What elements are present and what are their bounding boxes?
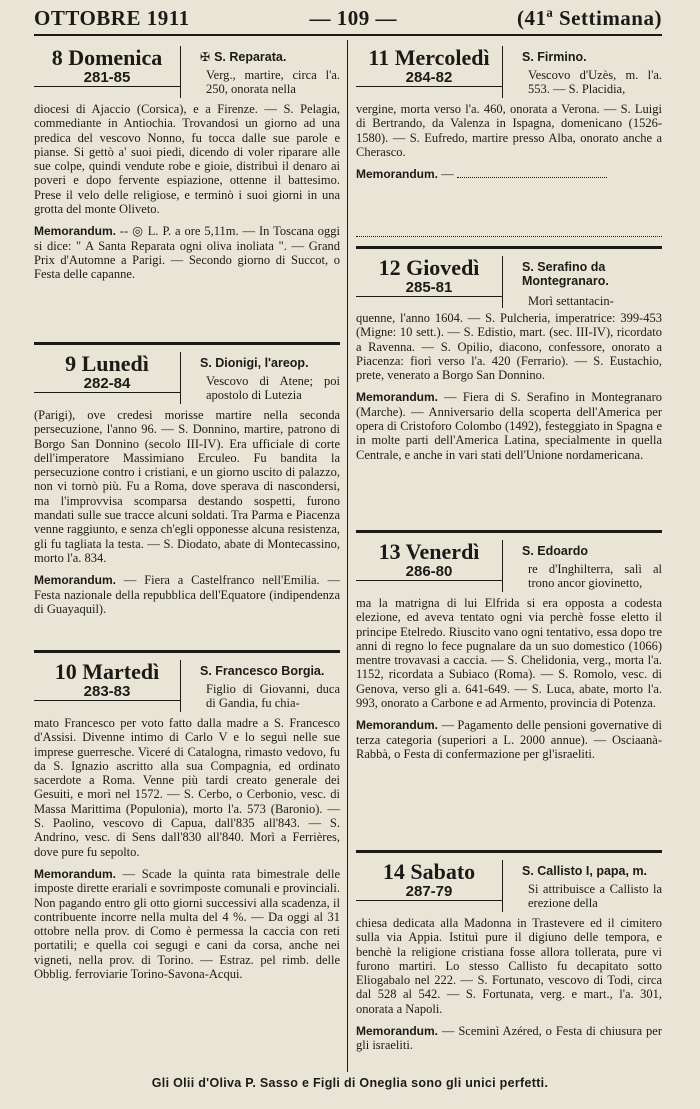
lead-text: Verg., martire, circa l'a. 250, onorata nella [206, 68, 340, 96]
lead-text: Vescovo di Atene; poi apostolo di Lutezia [206, 374, 340, 402]
memorandum: Memorandum. — Pagamento delle pensioni governative di terza categoria (superiori a L. 2000 annue). — Osciaanà-Rabbà, o Festa di confermazione per gl'israeliti. [356, 718, 662, 761]
column-divider [347, 40, 348, 1072]
day-numbers: 287-79 [356, 884, 502, 901]
saint-title: S. Francesco Borgia. [200, 664, 325, 678]
memorandum: Memorandum. — Fiera a Castelfranco nell'Emilia. — Festa nazionale della repubblica dell'Equatore (indipendenza di Guayaquil). [34, 573, 340, 616]
day-box [34, 46, 181, 98]
memorandum: Memorandum. — Scade la quinta rata bimestrale delle imposte dirette erariali e sovrimposte comunali e provinciali. Non pagando entro gli otto giorni successivi alla scadenza, il contribuente incorre nella multa del 4 %. — Da oggi al 31 ottobre nella prov. di Como è permessa la caccia con reti portatili; e quella coi segugi e cani da corsa, anche nei vigneti, nella prov. di Torino. — Estraz. pel rimb. delle Obblig. ferroviarie Torino-Savona-Acqui. [34, 866, 340, 982]
day-entry-10 [34, 654, 340, 981]
day-entry-11 [356, 40, 662, 181]
header-week: (41ª Settimana) [516, 6, 662, 30]
entry-body: diocesi di Ajaccio (Corsica), e a Firenze. — S. Pelagia, commediante in Antiochia. Trovandosi un giorno ad una predica del vescovo Nonno, fu tocca dalle sue parole e pianse. Si gettò a' suoi piedi, dicendo di voler riparare alle sue colpe, quindi vendute robe e gioie, distribuì il denaro ai poveri e dopo fervente espiazione, ottenne il battesimo. Prese il velo delle religiose, e terminò i suoi giorni in una grotta del monte Oliveto. [34, 102, 340, 217]
entry-separator [356, 850, 662, 853]
entry-separator [34, 342, 340, 345]
memorandum: Memorandum. -- ◎ L. P. a ore 5,11m. — In Toscana oggi si dice: " A Santa Reparata ogni oliva inoliata ". — Grand Prix d'Automne a Parigi. — Secondo giorno di Succot, o Festa delle capanne. [34, 224, 340, 282]
day-entry-8 [34, 40, 340, 282]
entry-separator [356, 530, 662, 533]
entry-separator [34, 650, 340, 653]
blank-line [457, 167, 607, 178]
day-numbers: 285-81 [356, 280, 502, 297]
entry-body: ma la matrigna di lui Elfrida si era opposta a codesta elezione, ed aveva tentato ogni via perchè fosse eletto il principe Etelredo. Riuscito vano ogni tentativo, essa dopo tre anni di regno lo fece pugnalare da un suo domestico (1066) mentre trovavasi a caccia. — S. Chelidonia, verg., morta l'a. 1152, ricordata a Subiaco (Roma). — S. Romolo, vesc. di Genova, verso gli a. 641-649. — S. Luca, abate, morto l'a. 993, onorato a Carbone e ad Armento, provincia di Potenza. [356, 596, 662, 711]
day-numbers: 284-82 [356, 70, 502, 87]
saint-title: S. Serafino da Montegranaro. [522, 260, 609, 288]
entry-body: mato Francesco per voto fatto dalla madre a S. Francesco d'Assisi. Divenne intimo di Carlo V e lo seguì nelle sue imprese guerresche. Viceré di Catalogna, rimasto vedovo, fu da S. Ignazio ascritto alla sua Compagnia, ed ordinato sacerdote a Roma. Venne più tardi creato generale dei Gesuiti, e morì nel 1572. — S. Cerbo, o Cerbonio, vesc. di Massa Marittima (Populonia), morto l'a. 573 (Baronio). — S. Paolino, vescovo di Capua, dall'835 all'843. — S. Andrino, vesc. di Sens dall'830 all'840. Morì a Ferrières, dove pure fu sepolto. [34, 716, 340, 859]
day-numbers: 282-84 [34, 376, 180, 393]
day-name: 10 Martedì [54, 659, 160, 684]
day-entry-12 [356, 250, 662, 462]
entry-body: vergine, morta verso l'a. 460, onorata a Verona. — S. Luigi di Bertrando, da Valenza in Ispagna, domenicano (1526-1580). — S. Eufredo, martire presso Alba, onorato anche a Cherasco. [356, 102, 662, 159]
lead-text: Si attribuisce a Callisto la erezione della [528, 882, 662, 910]
saint-title: ✠ S. Reparata. [200, 50, 287, 64]
saint-title: S. Firmino. [522, 50, 587, 64]
day-entry-13 [356, 534, 662, 761]
entry-body: (Parigi), ove credesi morisse martire nella seconda persecuzione, l'anno 96. — S. Donnino, martire, patrono di Borgo San Donnino (secolo III-IV). Era ufficiale di corte dell'imperatore Massimiano Erculeo. Fu bandita la persecuzione contro i cristiani, e un giorno uscito di palazzo, non vi tornò più. Fu a Roma, dove sperava di nascondersi, ma l'improvvisa scomparsa destando sospetti, furono mandati sulle sue tracce alcuni soldati. Tra Parma e Piacenza venne raggiunto, e senza ch'egli opponesse alcuna resistenza, gli fu tagliata la testa. — S. Diodato, abate di Montecassino, morto l'a. 834. [34, 408, 340, 565]
day-name: 9 Lunedì [65, 351, 149, 376]
memorandum: Memorandum. — Sceminì Azéred, o Festa di chiusura per gli israeliti. [356, 1024, 662, 1053]
lead-text: re d'Inghilterra, salì al trono ancor giovinetto, [528, 562, 662, 590]
day-box [356, 46, 503, 98]
entry-body: chiesa dedicata alla Madonna in Trastevere ed il cimitero sulla via Appia. Istituì pure il digiuno delle tempora, e benchè la religione cristiana fosse allora tollerata, pure vi furono martiri. Lo stesso Callisto fu decapitato sotto Eliogabalo nel 222. — S. Fortunato, vescovo di Todi, circa dal 528 al 542. — S. Fortunata, verg. e mart., l'a. 301, onorata a Napoli. [356, 916, 662, 1016]
entry-body: quenne, l'anno 1604. — S. Pulcheria, imperatrice: 399-453 (Migne: 10 sett.). — S. Edistio, mart. (sec. III-IV), ricordato a Ravenna. — S. Opilio, diacono, confessore, onorato a Piacenza: fiorì verso l'a. 420 (Ferrario). — S. Eustachio, prete, venerato a Borgo San Donnino. [356, 311, 662, 383]
header-page-number: — 109 — [309, 6, 398, 30]
memorandum: Memorandum. — Fiera di S. Serafino in Montegranaro (Marche). — Anniversario della scoperta dell'America per opera di Cristoforo Colombo (1492), festeggiato in Spagna e in molte parti dell'America Latina, specialmente in quella Centrale, e anche in vari stati dell'Unione nordamericana. [356, 390, 662, 462]
lead-text: Vescovo d'Uzès, m. l'a. 553. — S. Placidia, [528, 68, 662, 96]
lead-text: Figlio di Giovanni, duca di Gandia, fu chia- [206, 682, 340, 710]
day-name: 12 Giovedì [378, 255, 480, 280]
day-numbers: 283-83 [34, 684, 180, 701]
memorandum: Memorandum. — [356, 167, 662, 181]
day-entry-9 [34, 346, 340, 616]
header-month-year: OTTOBRE 1911 [34, 6, 190, 30]
page-header [34, 6, 662, 36]
entry-separator [356, 236, 662, 238]
day-entry-14 [356, 854, 662, 1053]
day-box [34, 660, 181, 712]
day-name: 14 Sabato [382, 859, 476, 884]
day-box [356, 256, 503, 308]
day-box [356, 860, 503, 912]
day-box [356, 540, 503, 592]
footer-advertisement: Gli Olii d'Oliva P. Sasso e Figli di Oneglia sono gli unici perfetti. [151, 1076, 549, 1090]
day-name: 13 Venerdì [378, 539, 480, 564]
cross-icon: ✠ [200, 50, 211, 64]
day-box [34, 352, 181, 404]
day-numbers: 281-85 [34, 70, 180, 87]
day-numbers: 286-80 [356, 564, 502, 581]
entry-separator [356, 246, 662, 249]
lead-text: Morì settantacin- [528, 294, 614, 308]
saint-title: S. Callisto I, papa, m. [522, 864, 648, 878]
saint-title: S. Edoardo [522, 544, 588, 558]
day-name: 8 Domenica [51, 45, 163, 70]
day-name: 11 Mercoledì [368, 45, 490, 70]
saint-title: S. Dionigi, l'areop. [200, 356, 309, 370]
